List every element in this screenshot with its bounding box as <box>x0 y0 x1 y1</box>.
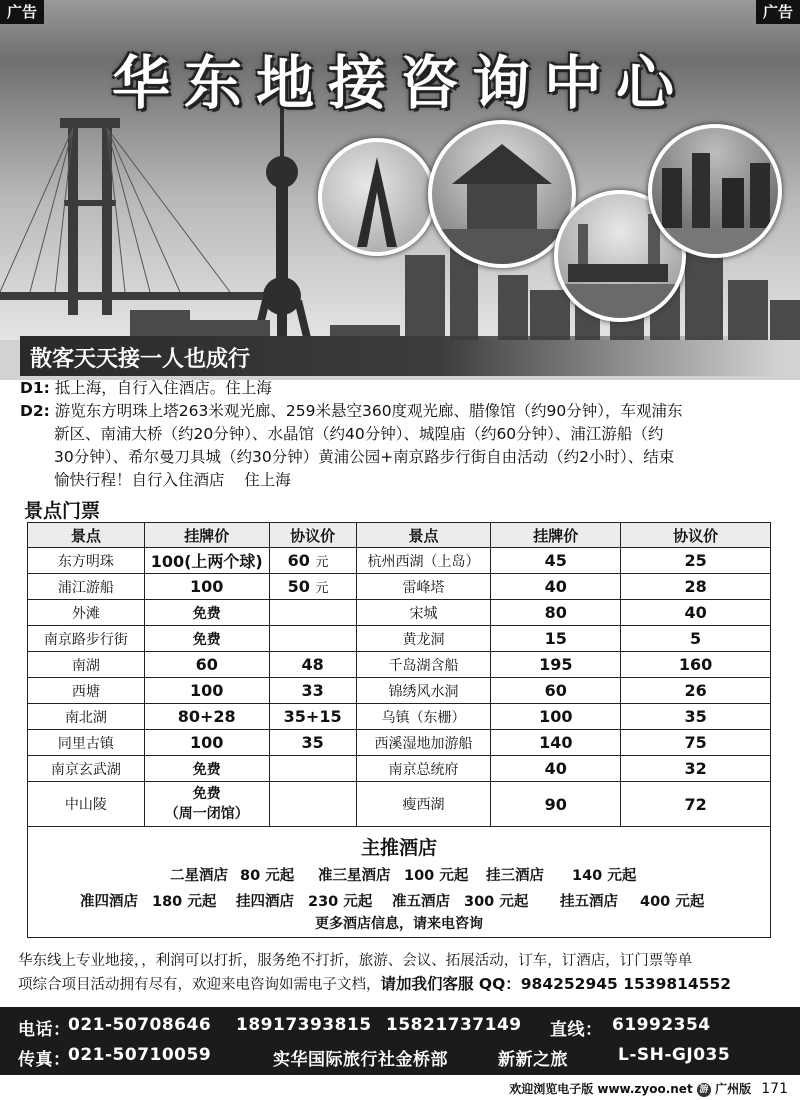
list-price: 100 <box>144 678 269 704</box>
nanpu-bridge-graphic <box>0 118 270 315</box>
table-row <box>28 548 771 574</box>
agreed-price: 50 元 <box>269 574 356 600</box>
hotel-price: 100 元起 <box>404 868 469 884</box>
attraction-name: 黄龙洞 <box>356 626 491 652</box>
itinerary-day-2-line-2: 新区、南浦大桥（约20分钟）、水晶馆（约40分钟）、城隍庙（约60分钟）、浦江游船（约 <box>54 425 664 443</box>
list-price: 45 <box>491 548 621 574</box>
contact-bar <box>0 1007 800 1075</box>
hotel-grade: 准三星酒店 <box>318 868 391 884</box>
hotel-price: 400 元起 <box>640 894 705 910</box>
itinerary-day-1 <box>20 377 780 400</box>
page-title: 华东地接咨询中心 <box>111 49 688 117</box>
itinerary-day-2-line-4: 愉快行程！自行入住酒店 住上海 <box>54 471 291 489</box>
agreed-price: 33 <box>269 678 356 704</box>
attraction-name: 外滩 <box>28 600 145 626</box>
hotel-price: 300 元起 <box>464 894 529 910</box>
hotel-grade: 挂四酒店 <box>236 894 294 910</box>
list-price: 15 <box>491 626 621 652</box>
list-price: 60 <box>491 678 621 704</box>
fax-label: 传真： <box>18 1050 71 1070</box>
agreed-price <box>269 782 356 827</box>
list-price: 195 <box>491 652 621 678</box>
phone-number: 021-50708646 <box>68 1015 212 1035</box>
fax-number: 021-50710059 <box>68 1045 212 1065</box>
column-header: 景点 <box>28 523 145 548</box>
attraction-name: 千岛湖含船 <box>356 652 491 678</box>
phone-number: 18917393815 <box>236 1015 372 1035</box>
agreed-price: 160 <box>621 652 771 678</box>
hotel-grade: 准四酒店 <box>80 894 138 910</box>
list-price: 40 <box>491 574 621 600</box>
recommended-hotels-box <box>27 827 771 938</box>
agreed-price: 35+15 <box>269 704 356 730</box>
attraction-name: 同里古镇 <box>28 730 145 756</box>
agreed-price: 25 <box>621 548 771 574</box>
phone-number: 15821737149 <box>386 1015 522 1035</box>
hotel-more-info: 更多酒店信息，请来电咨询 <box>315 916 483 932</box>
attraction-name: 南北湖 <box>28 704 145 730</box>
ad-label-right: 广告 <box>756 0 800 24</box>
hotel-grade: 挂三酒店 <box>486 868 544 884</box>
agreed-price <box>269 600 356 626</box>
fax-row <box>18 1045 788 1069</box>
hotel-grade: 二星酒店 <box>170 868 228 884</box>
table-row <box>28 730 771 756</box>
attraction-name: 南京路步行街 <box>28 626 145 652</box>
list-price: 40 <box>491 756 621 782</box>
page-footer <box>509 1080 788 1097</box>
attraction-name: 雷峰塔 <box>356 574 491 600</box>
attraction-name: 瘦西湖 <box>356 782 491 827</box>
list-price: 免费 <box>144 756 269 782</box>
day-label: D1: <box>20 379 50 397</box>
oriental-pearl-tower-graphic <box>250 108 314 352</box>
direct-number: 61992354 <box>612 1015 711 1035</box>
hotel-grade: 准五酒店 <box>392 894 450 910</box>
edition-label: 广州版 <box>715 1082 752 1096</box>
ad-label-left: 广告 <box>0 0 44 24</box>
agreed-price: 40 <box>621 600 771 626</box>
attraction-name: 浦江游船 <box>28 574 145 600</box>
column-header: 协议价 <box>621 523 771 548</box>
attraction-name: 南京总统府 <box>356 756 491 782</box>
list-price: 免费 <box>144 626 269 652</box>
site-logo-icon: 游 <box>697 1083 711 1097</box>
tickets-heading: 景点门票 <box>24 500 101 522</box>
hotel-row-1 <box>170 864 642 885</box>
attraction-name: 西塘 <box>28 678 145 704</box>
attraction-name: 宋城 <box>356 600 491 626</box>
footer-site-text: 欢迎浏览电子版 www.zyoo.net <box>509 1082 693 1096</box>
header-banner <box>0 0 800 380</box>
list-price: 免费 （周一闭馆） <box>144 782 269 827</box>
slogan-bar <box>20 336 780 376</box>
attraction-name: 西溪湿地加游船 <box>356 730 491 756</box>
phone-row <box>18 1015 788 1039</box>
attraction-name: 中山陵 <box>28 782 145 827</box>
page-number: 171 <box>761 1081 788 1097</box>
table-row <box>28 600 771 626</box>
agreed-price: 35 <box>269 730 356 756</box>
agreed-price: 75 <box>621 730 771 756</box>
list-price: 100 <box>491 704 621 730</box>
service-note-line-2 <box>18 973 788 996</box>
column-header: 协议价 <box>269 523 356 548</box>
attraction-name: 南湖 <box>28 652 145 678</box>
list-price: 60 <box>144 652 269 678</box>
ticket-price-table <box>27 522 771 827</box>
agreed-price <box>269 626 356 652</box>
table-row <box>28 756 771 782</box>
table-row <box>28 704 771 730</box>
attraction-name: 南京玄武湖 <box>28 756 145 782</box>
hotels-title: 主推酒店 <box>360 837 437 859</box>
service-note-line-1: 华东线上专业地接，，利润可以打折，服务绝不打折，旅游、会议、拓展活动，订车，订酒店，订门票等单 <box>18 953 693 969</box>
hotel-price: 180 元起 <box>152 894 217 910</box>
table-row <box>28 626 771 652</box>
table-header-row <box>28 523 771 548</box>
agency-name: 实华国际旅行社金桥部 <box>273 1050 448 1070</box>
day-text: 抵上海，自行入住酒店。住上海 <box>54 379 272 397</box>
photo-monument <box>318 138 436 256</box>
agreed-price: 26 <box>621 678 771 704</box>
list-price: 80+28 <box>144 704 269 730</box>
hotel-grade: 挂五酒店 <box>560 894 618 910</box>
hotel-price: 230 元起 <box>308 894 373 910</box>
list-price: 100 <box>144 574 269 600</box>
license-number: L-SH-GJ035 <box>618 1045 731 1065</box>
attraction-name: 乌镇（东栅） <box>356 704 491 730</box>
agreed-price: 35 <box>621 704 771 730</box>
agreed-price: 48 <box>269 652 356 678</box>
list-price: 90 <box>491 782 621 827</box>
hotel-price: 80 元起 <box>240 868 295 884</box>
table-row <box>28 574 771 600</box>
agreed-price: 28 <box>621 574 771 600</box>
list-price: 免费 <box>144 600 269 626</box>
list-price: 140 <box>491 730 621 756</box>
note-text: 项综合项目活动拥有尽有，欢迎来电咨询如需电子文档， <box>18 977 381 993</box>
agreed-price: 32 <box>621 756 771 782</box>
day-text: 游览东方明珠上塔263米观光廊、259米悬空360度观光廊、腊像馆（约90分钟），车观浦东 <box>54 402 683 420</box>
attraction-name: 杭州西湖（上岛） <box>356 548 491 574</box>
list-price: 100(上两个球) <box>144 548 269 574</box>
day-label: D2: <box>20 402 50 420</box>
direct-label: 直线： <box>550 1020 603 1040</box>
brand-name: 新新之旅 <box>498 1050 568 1070</box>
column-header: 挂牌价 <box>491 523 621 548</box>
table-row <box>28 652 771 678</box>
hotel-price: 140 元起 <box>572 868 637 884</box>
phone-label: 电话： <box>18 1020 71 1040</box>
agreed-price: 5 <box>621 626 771 652</box>
attraction-name: 锦绣风水洞 <box>356 678 491 704</box>
agreed-price: 72 <box>621 782 771 827</box>
agreed-price <box>269 756 356 782</box>
agreed-price: 60 元 <box>269 548 356 574</box>
table-row <box>28 782 771 827</box>
list-price: 80 <box>491 600 621 626</box>
photo-bund-night <box>648 124 782 258</box>
itinerary-day-2 <box>20 400 780 423</box>
qq-contact: 请加我们客服 QQ：984252945 1539814552 <box>380 975 732 993</box>
itinerary-day-2-line-3: 30分钟）、希尔曼刀具城（约30分钟）黄浦公园+南京路步行街自由活动（约2小时）、结束 <box>54 448 675 466</box>
column-header: 挂牌价 <box>144 523 269 548</box>
slogan-text: 散客天天接一人也成行 <box>30 347 251 372</box>
attraction-name: 东方明珠 <box>28 548 145 574</box>
column-header: 景点 <box>356 523 491 548</box>
hotel-row-2 <box>80 890 714 911</box>
table-row <box>28 678 771 704</box>
list-price: 100 <box>144 730 269 756</box>
